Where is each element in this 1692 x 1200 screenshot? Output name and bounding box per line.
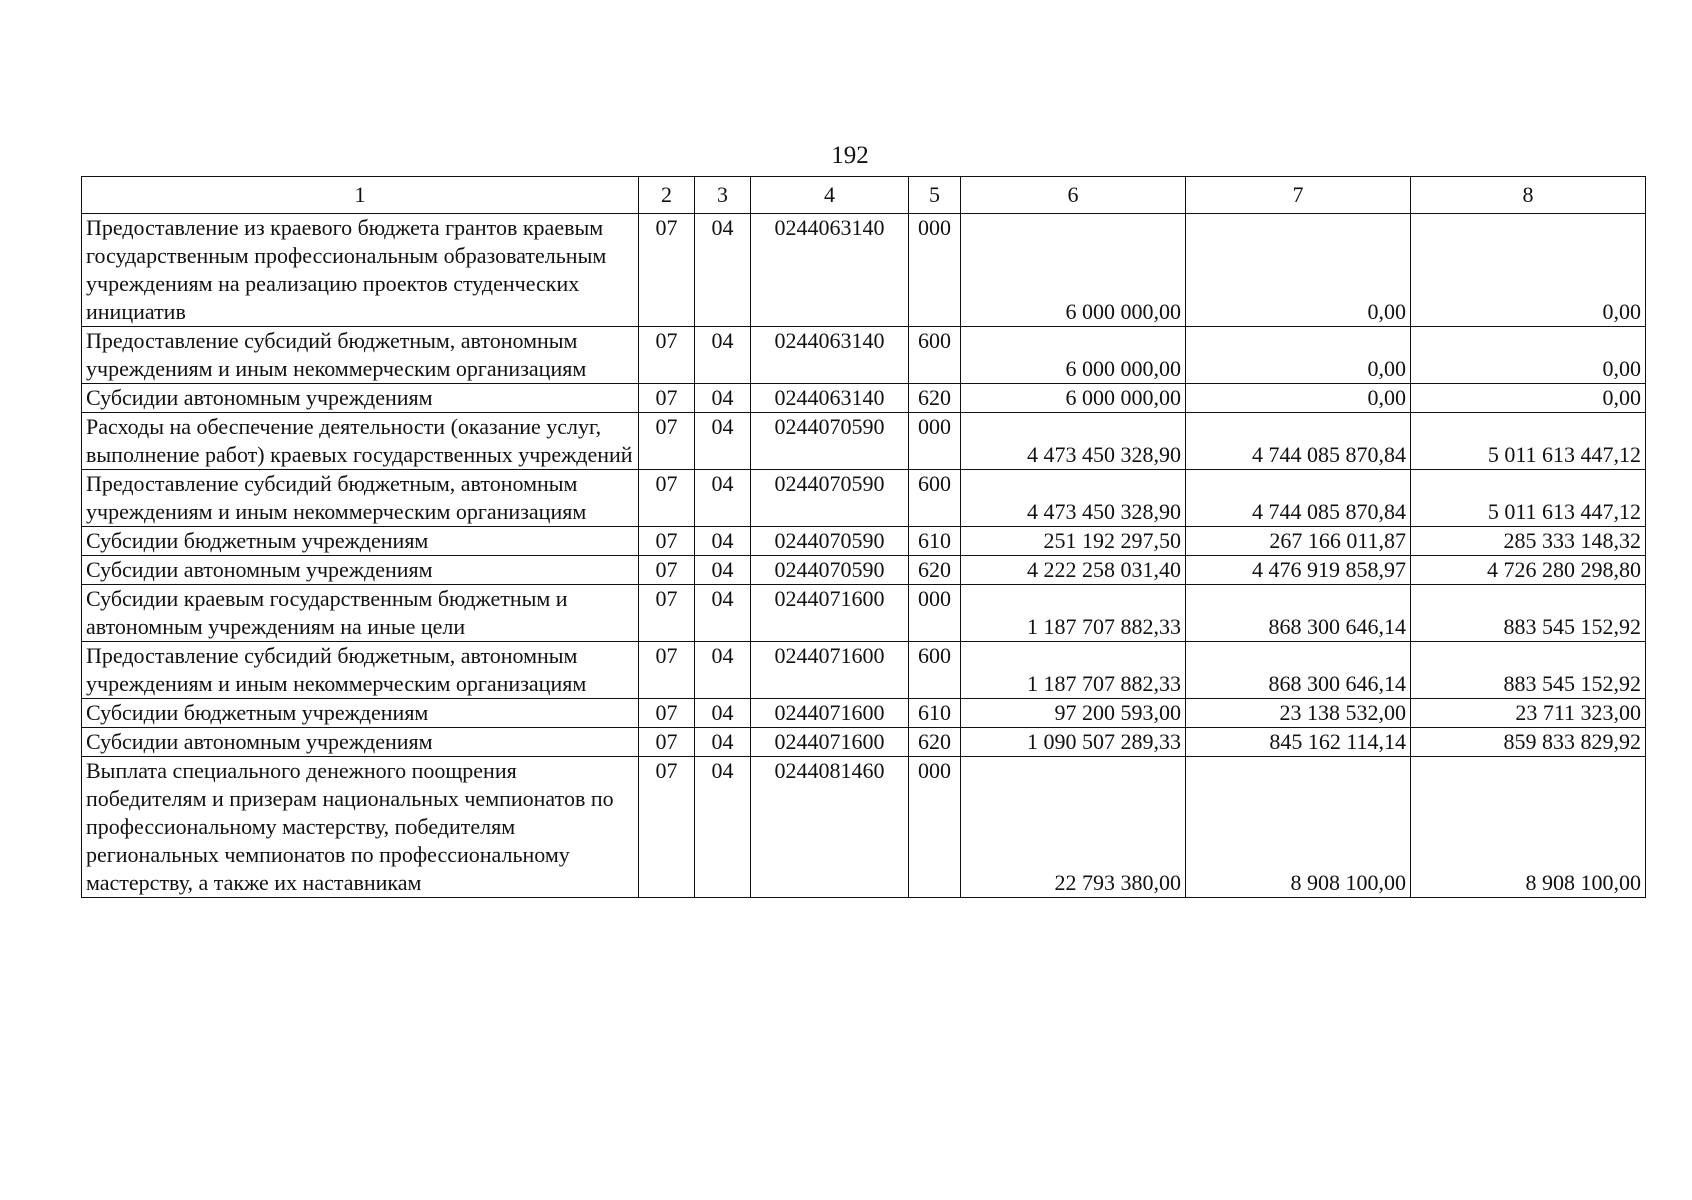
row-target-article-code: 0244081460: [751, 757, 909, 898]
row-target-article-code: 0244071600: [751, 585, 909, 642]
row-target-article-code: 0244071600: [751, 699, 909, 728]
table-row: [82, 699, 1646, 728]
row-amount-col7: 23 138 532,00: [1186, 699, 1411, 728]
row-name: Субсидии автономным учреждениям: [82, 556, 639, 585]
table-row: [82, 757, 1646, 898]
row-target-article-code: 0244063140: [751, 384, 909, 413]
row-amount-col7: 267 166 011,87: [1186, 527, 1411, 556]
row-expense-type-code: 620: [909, 384, 961, 413]
row-amount-col8: 23 711 323,00: [1411, 699, 1646, 728]
column-header: 1: [82, 177, 639, 214]
table-row: [82, 585, 1646, 642]
row-target-article-code: 0244071600: [751, 642, 909, 699]
row-subsection-code: 04: [695, 470, 751, 527]
row-amount-col6: 251 192 297,50: [961, 527, 1186, 556]
row-name: Субсидии автономным учреждениям: [82, 384, 639, 413]
row-amount-col6: 4 222 258 031,40: [961, 556, 1186, 585]
row-amount-col6: 4 473 450 328,90: [961, 413, 1186, 470]
table-row: [82, 214, 1646, 327]
column-header-row: [82, 177, 1646, 214]
row-section-code: 07: [639, 214, 695, 327]
row-amount-col8: 859 833 829,92: [1411, 728, 1646, 757]
row-section-code: 07: [639, 527, 695, 556]
row-amount-col6: 1 187 707 882,33: [961, 642, 1186, 699]
row-subsection-code: 04: [695, 327, 751, 384]
row-subsection-code: 04: [695, 642, 751, 699]
row-expense-type-code: 000: [909, 214, 961, 327]
row-subsection-code: 04: [695, 757, 751, 898]
row-section-code: 07: [639, 556, 695, 585]
row-amount-col7: 868 300 646,14: [1186, 642, 1411, 699]
row-target-article-code: 0244063140: [751, 327, 909, 384]
row-amount-col7: 0,00: [1186, 214, 1411, 327]
row-amount-col6: 4 473 450 328,90: [961, 470, 1186, 527]
row-amount-col6: 1 090 507 289,33: [961, 728, 1186, 757]
row-subsection-code: 04: [695, 585, 751, 642]
row-amount-col7: 4 744 085 870,84: [1186, 413, 1411, 470]
row-section-code: 07: [639, 642, 695, 699]
table-row: [82, 728, 1646, 757]
row-target-article-code: 0244071600: [751, 728, 909, 757]
row-expense-type-code: 620: [909, 728, 961, 757]
row-name: Предоставление из краевого бюджета грантов краевым государственным профессиональным образовательным учреждениям на реализацию проектов студенческих инициатив: [82, 214, 639, 327]
row-section-code: 07: [639, 699, 695, 728]
row-amount-col8: 0,00: [1411, 384, 1646, 413]
column-header: 5: [909, 177, 961, 214]
row-amount-col6: 97 200 593,00: [961, 699, 1186, 728]
row-name: Субсидии бюджетным учреждениям: [82, 527, 639, 556]
row-target-article-code: 0244063140: [751, 214, 909, 327]
row-target-article-code: 0244070590: [751, 413, 909, 470]
table-row: [82, 327, 1646, 384]
row-amount-col8: 4 726 280 298,80: [1411, 556, 1646, 585]
table-row: [82, 642, 1646, 699]
row-section-code: 07: [639, 413, 695, 470]
table-row: [82, 556, 1646, 585]
row-section-code: 07: [639, 384, 695, 413]
row-amount-col6: 6 000 000,00: [961, 327, 1186, 384]
row-expense-type-code: 600: [909, 327, 961, 384]
row-name: Предоставление субсидий бюджетным, автономным учреждениям и иным некоммерческим организациям: [82, 327, 639, 384]
row-amount-col6: 22 793 380,00: [961, 757, 1186, 898]
row-name: Предоставление субсидий бюджетным, автономным учреждениям и иным некоммерческим организациям: [82, 642, 639, 699]
page-number: 192: [831, 142, 869, 169]
budget-table: [81, 176, 1646, 898]
row-amount-col8: 883 545 152,92: [1411, 642, 1646, 699]
row-amount-col7: 8 908 100,00: [1186, 757, 1411, 898]
row-amount-col8: 5 011 613 447,12: [1411, 413, 1646, 470]
column-header: 4: [751, 177, 909, 214]
row-subsection-code: 04: [695, 728, 751, 757]
row-name: Субсидии краевым государственным бюджетным и автономным учреждениям на иные цели: [82, 585, 639, 642]
row-subsection-code: 04: [695, 214, 751, 327]
row-amount-col7: 4 476 919 858,97: [1186, 556, 1411, 585]
row-amount-col8: 285 333 148,32: [1411, 527, 1646, 556]
row-name: Субсидии бюджетным учреждениям: [82, 699, 639, 728]
row-amount-col8: 0,00: [1411, 327, 1646, 384]
row-section-code: 07: [639, 585, 695, 642]
row-amount-col8: 0,00: [1411, 214, 1646, 327]
row-subsection-code: 04: [695, 699, 751, 728]
row-name: Субсидии автономным учреждениям: [82, 728, 639, 757]
row-section-code: 07: [639, 327, 695, 384]
row-amount-col8: 883 545 152,92: [1411, 585, 1646, 642]
row-section-code: 07: [639, 728, 695, 757]
row-subsection-code: 04: [695, 527, 751, 556]
row-name: Предоставление субсидий бюджетным, автономным учреждениям и иным некоммерческим организациям: [82, 470, 639, 527]
row-name: Выплата специального денежного поощрения победителям и призерам национальных чемпионатов по профессиональному мастерству, победителям региональных чемпионатов по профессиональному мастерству, а также их наставникам: [82, 757, 639, 898]
row-expense-type-code: 600: [909, 470, 961, 527]
table-row: [82, 384, 1646, 413]
table-row: [82, 527, 1646, 556]
row-amount-col6: 1 187 707 882,33: [961, 585, 1186, 642]
row-expense-type-code: 620: [909, 556, 961, 585]
row-amount-col7: 0,00: [1186, 384, 1411, 413]
table-row: [82, 413, 1646, 470]
row-amount-col6: 6 000 000,00: [961, 214, 1186, 327]
row-amount-col7: 0,00: [1186, 327, 1411, 384]
row-expense-type-code: 000: [909, 757, 961, 898]
row-subsection-code: 04: [695, 556, 751, 585]
row-expense-type-code: 000: [909, 413, 961, 470]
row-target-article-code: 0244070590: [751, 556, 909, 585]
table-row: [82, 470, 1646, 527]
row-expense-type-code: 610: [909, 699, 961, 728]
column-header: 8: [1411, 177, 1646, 214]
row-amount-col6: 6 000 000,00: [961, 384, 1186, 413]
row-subsection-code: 04: [695, 384, 751, 413]
row-target-article-code: 0244070590: [751, 470, 909, 527]
row-amount-col7: 4 744 085 870,84: [1186, 470, 1411, 527]
row-amount-col7: 845 162 114,14: [1186, 728, 1411, 757]
row-expense-type-code: 610: [909, 527, 961, 556]
row-amount-col7: 868 300 646,14: [1186, 585, 1411, 642]
row-subsection-code: 04: [695, 413, 751, 470]
row-amount-col8: 8 908 100,00: [1411, 757, 1646, 898]
row-section-code: 07: [639, 470, 695, 527]
row-expense-type-code: 000: [909, 585, 961, 642]
row-amount-col8: 5 011 613 447,12: [1411, 470, 1646, 527]
column-header: 2: [639, 177, 695, 214]
column-header: 7: [1186, 177, 1411, 214]
row-expense-type-code: 600: [909, 642, 961, 699]
column-header: 3: [695, 177, 751, 214]
row-target-article-code: 0244070590: [751, 527, 909, 556]
row-section-code: 07: [639, 757, 695, 898]
column-header: 6: [961, 177, 1186, 214]
row-name: Расходы на обеспечение деятельности (оказание услуг, выполнение работ) краевых государственных учреждений: [82, 413, 639, 470]
